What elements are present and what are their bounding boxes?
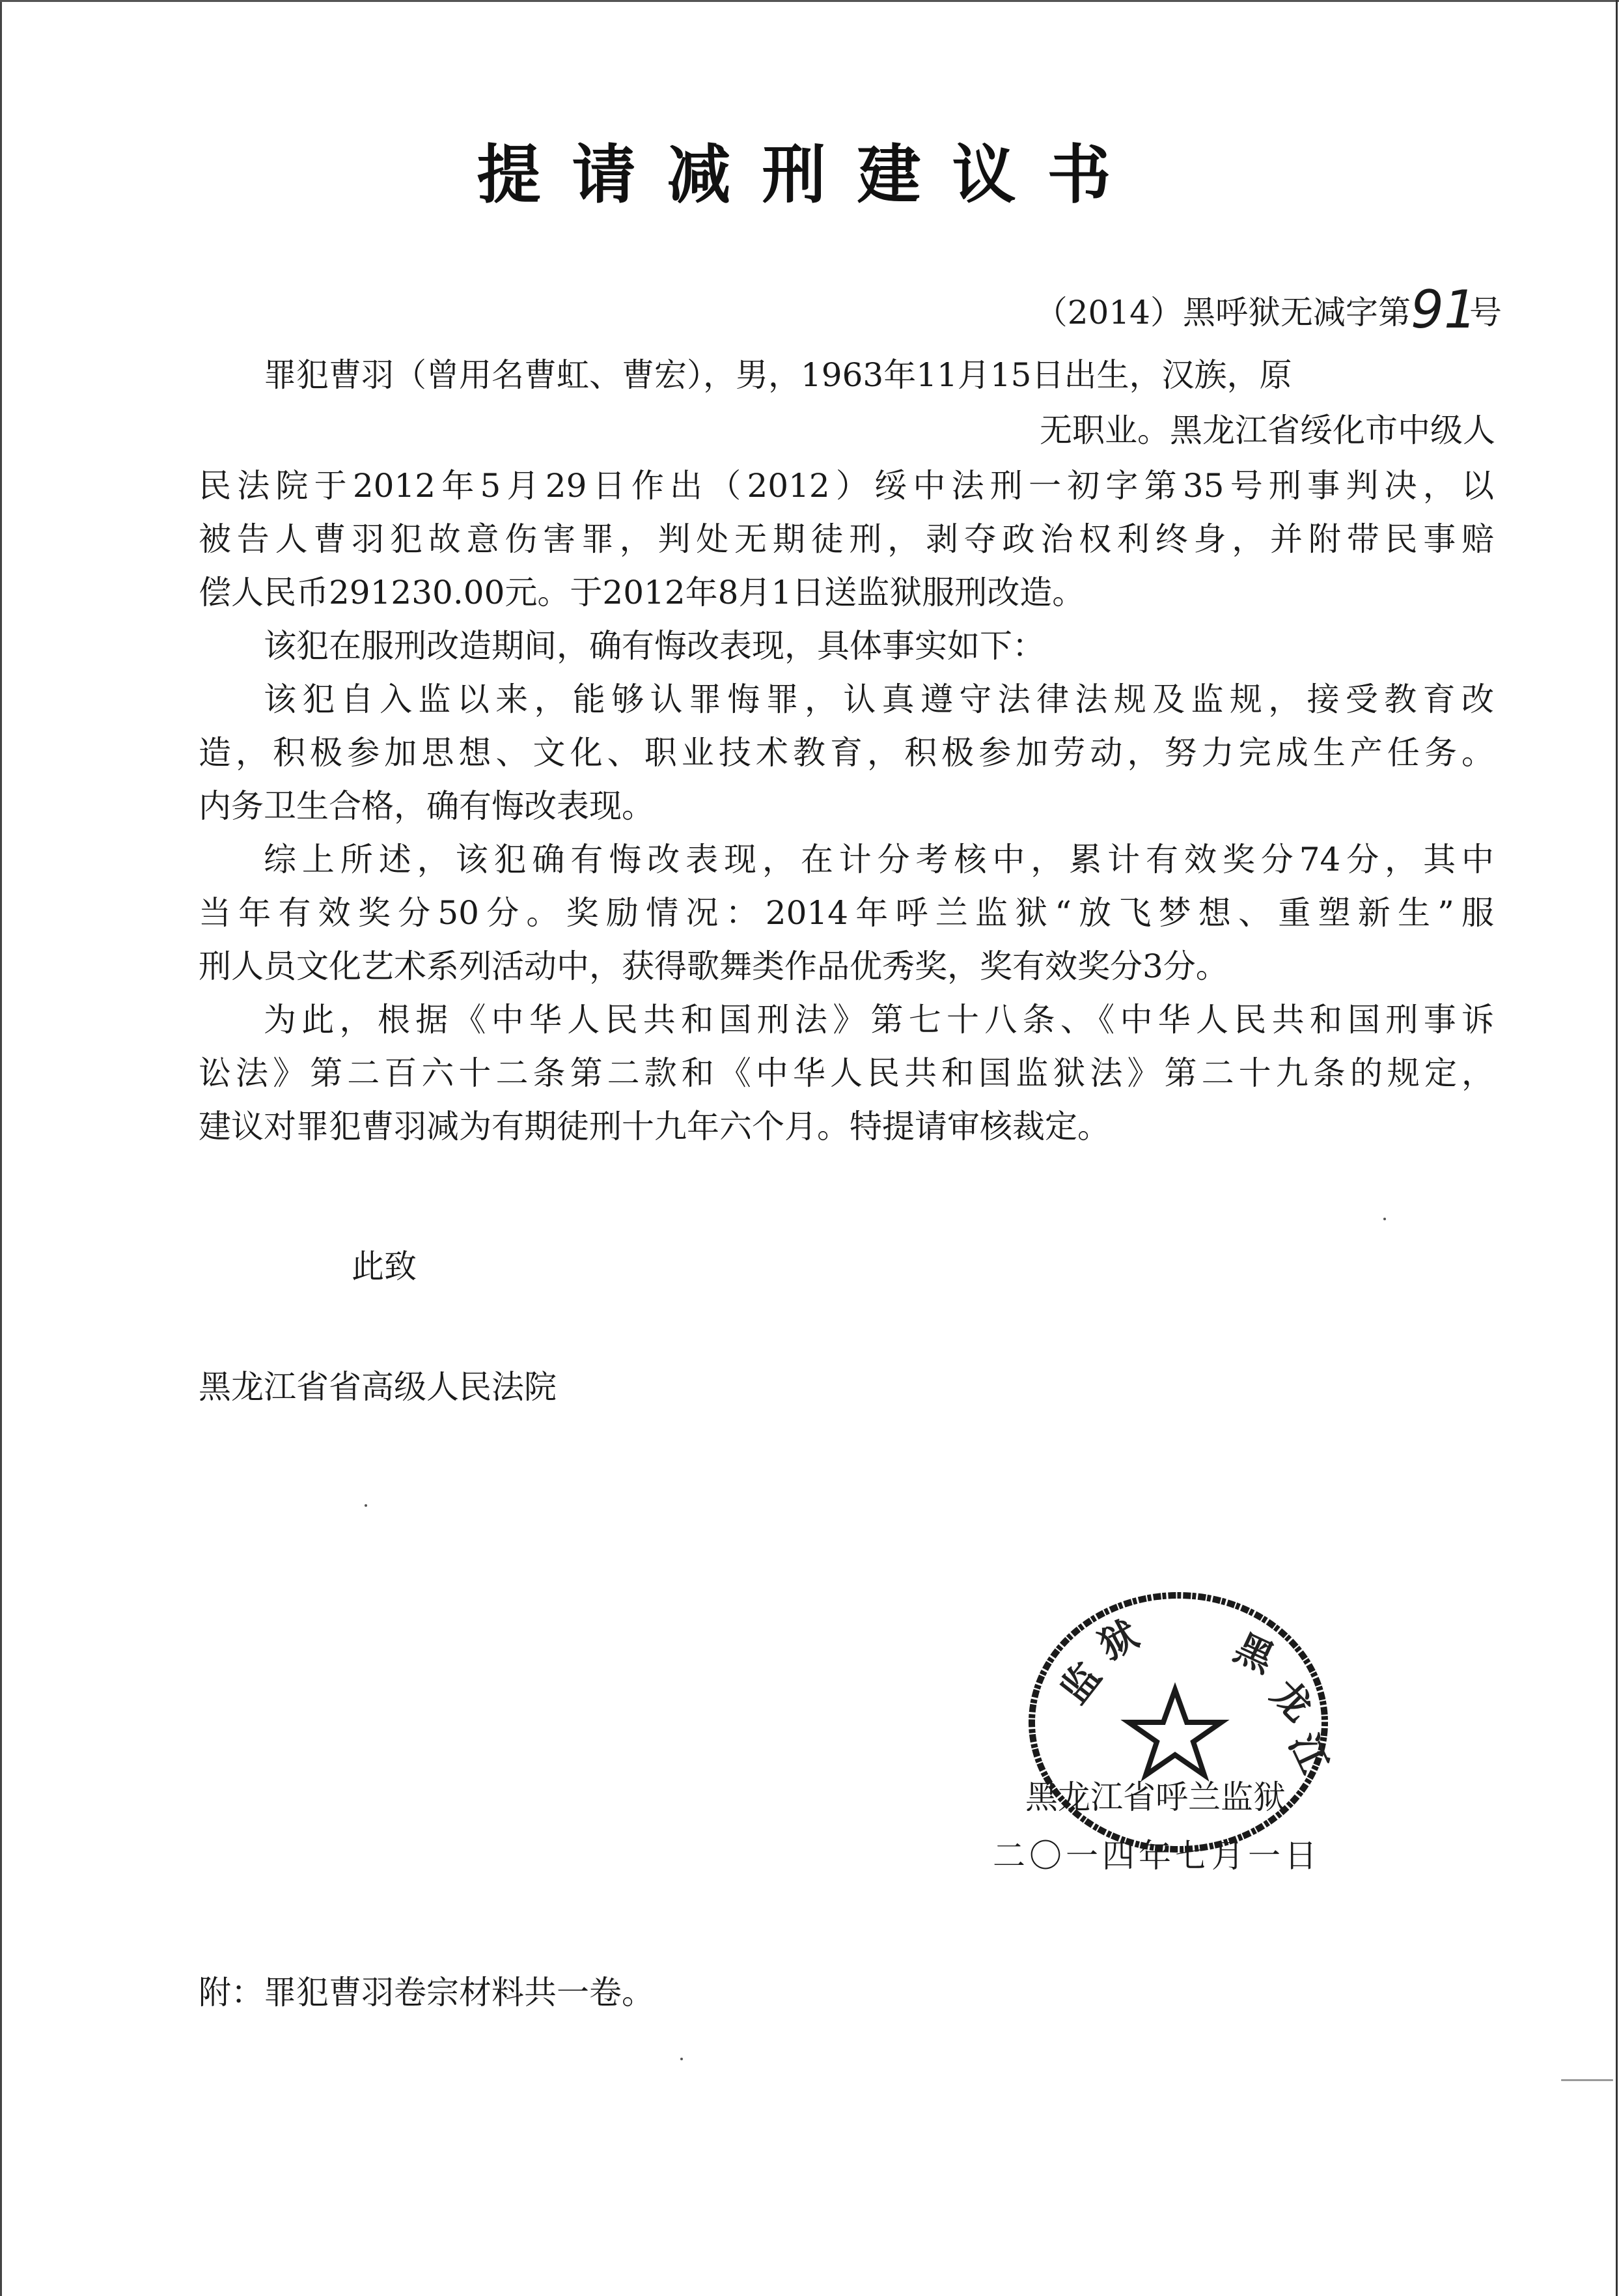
para4-line: 当年有效奖分50分。奖励情况：2014年呼兰监狱“放飞梦想、重塑新生”服 bbox=[199, 894, 1494, 932]
seal-star-icon bbox=[1129, 1690, 1221, 1775]
para3-line: 内务卫生合格，确有悔改表现。 bbox=[199, 787, 654, 825]
para1-line: 被告人曹羽犯故意伤害罪，判处无期徒刑，剥夺政治权利终身，并附带民事赔 bbox=[199, 520, 1494, 558]
scan-edge-left bbox=[0, 0, 2, 2296]
para1-line: 偿人民币291230.00元。于2012年8月1日送监狱服刑改造。 bbox=[199, 574, 1085, 611]
seal-char: 龙 bbox=[1263, 1671, 1321, 1729]
seal-char: 狱 bbox=[1091, 1612, 1146, 1669]
intro-line-2: 无职业。黑龙江省绥化市中级人 bbox=[1040, 412, 1495, 449]
scan-speck bbox=[365, 1504, 367, 1507]
attachment-note: 附：罪犯曹羽卷宗材料共一卷。 bbox=[199, 1974, 654, 2011]
official-seal bbox=[1003, 1582, 1348, 1862]
document-title: 提请减刑建议书 bbox=[477, 137, 1142, 212]
para3-line: 该犯自入监以来，能够认罪悔罪，认真遵守法律法规及监规，接受教育改 bbox=[264, 680, 1494, 718]
seal-char: 江 bbox=[1280, 1727, 1337, 1780]
para5-line: 为此，根据《中华人民共和国刑法》第七十八条、《中华人民共和国刑事诉 bbox=[264, 1001, 1494, 1039]
body-paragraphs bbox=[199, 459, 1494, 1153]
scan-speck bbox=[1561, 2079, 1613, 2081]
para4-line: 综上所述，该犯确有悔改表现，在计分考核中，累计有效奖分74分，其中 bbox=[264, 841, 1494, 878]
signature-date: 二〇一四年七月一日 bbox=[993, 1837, 1321, 1875]
document-number-prefix: （2014）黑呼狱无减字第 bbox=[1034, 294, 1411, 331]
document-number-handwritten: 91 bbox=[1411, 279, 1477, 340]
intro-line-1: 罪犯曹羽（曾用名曹虹、曹宏），男，1963年11月15日出生，汉族，原 bbox=[264, 356, 1292, 394]
para5-line: 讼法》第二百六十二条第二款和《中华人民共和国监狱法》第二十九条的规定， bbox=[199, 1054, 1494, 1092]
recipient: 黑龙江省省高级人民法院 bbox=[199, 1368, 557, 1406]
seal-char: 黑 bbox=[1228, 1625, 1281, 1682]
document-number bbox=[1034, 279, 1502, 340]
document-number-suffix: 号 bbox=[1469, 294, 1502, 331]
signature-organization: 黑龙江省呼兰监狱 bbox=[1025, 1778, 1286, 1816]
para4-line: 刑人员文化艺术系列活动中，获得歌舞类作品优秀奖，奖有效奖分3分。 bbox=[199, 947, 1228, 985]
para1-line: 民法院于2012年5月29日作出（2012）绥中法刑一初字第35号刑事判决，以 bbox=[199, 467, 1494, 505]
para5-line: 建议对罪犯曹羽减为有期徒刑十九年六个月。特提请审核裁定。 bbox=[199, 1108, 1110, 1145]
scan-speck bbox=[1383, 1218, 1386, 1220]
seal-char: 监 bbox=[1051, 1655, 1110, 1712]
scan-edge-right bbox=[1616, 0, 1618, 2296]
scan-edge-top bbox=[0, 0, 1619, 2]
para3-line: 造，积极参加思想、文化、职业技术教育，积极参加劳动，努力完成生产任务。 bbox=[199, 734, 1494, 772]
salutation: 此致 bbox=[352, 1248, 417, 1285]
scan-speck bbox=[680, 2058, 683, 2060]
para2-line: 该犯在服刑改造期间，确有悔改表现，具体事实如下： bbox=[264, 627, 1045, 665]
